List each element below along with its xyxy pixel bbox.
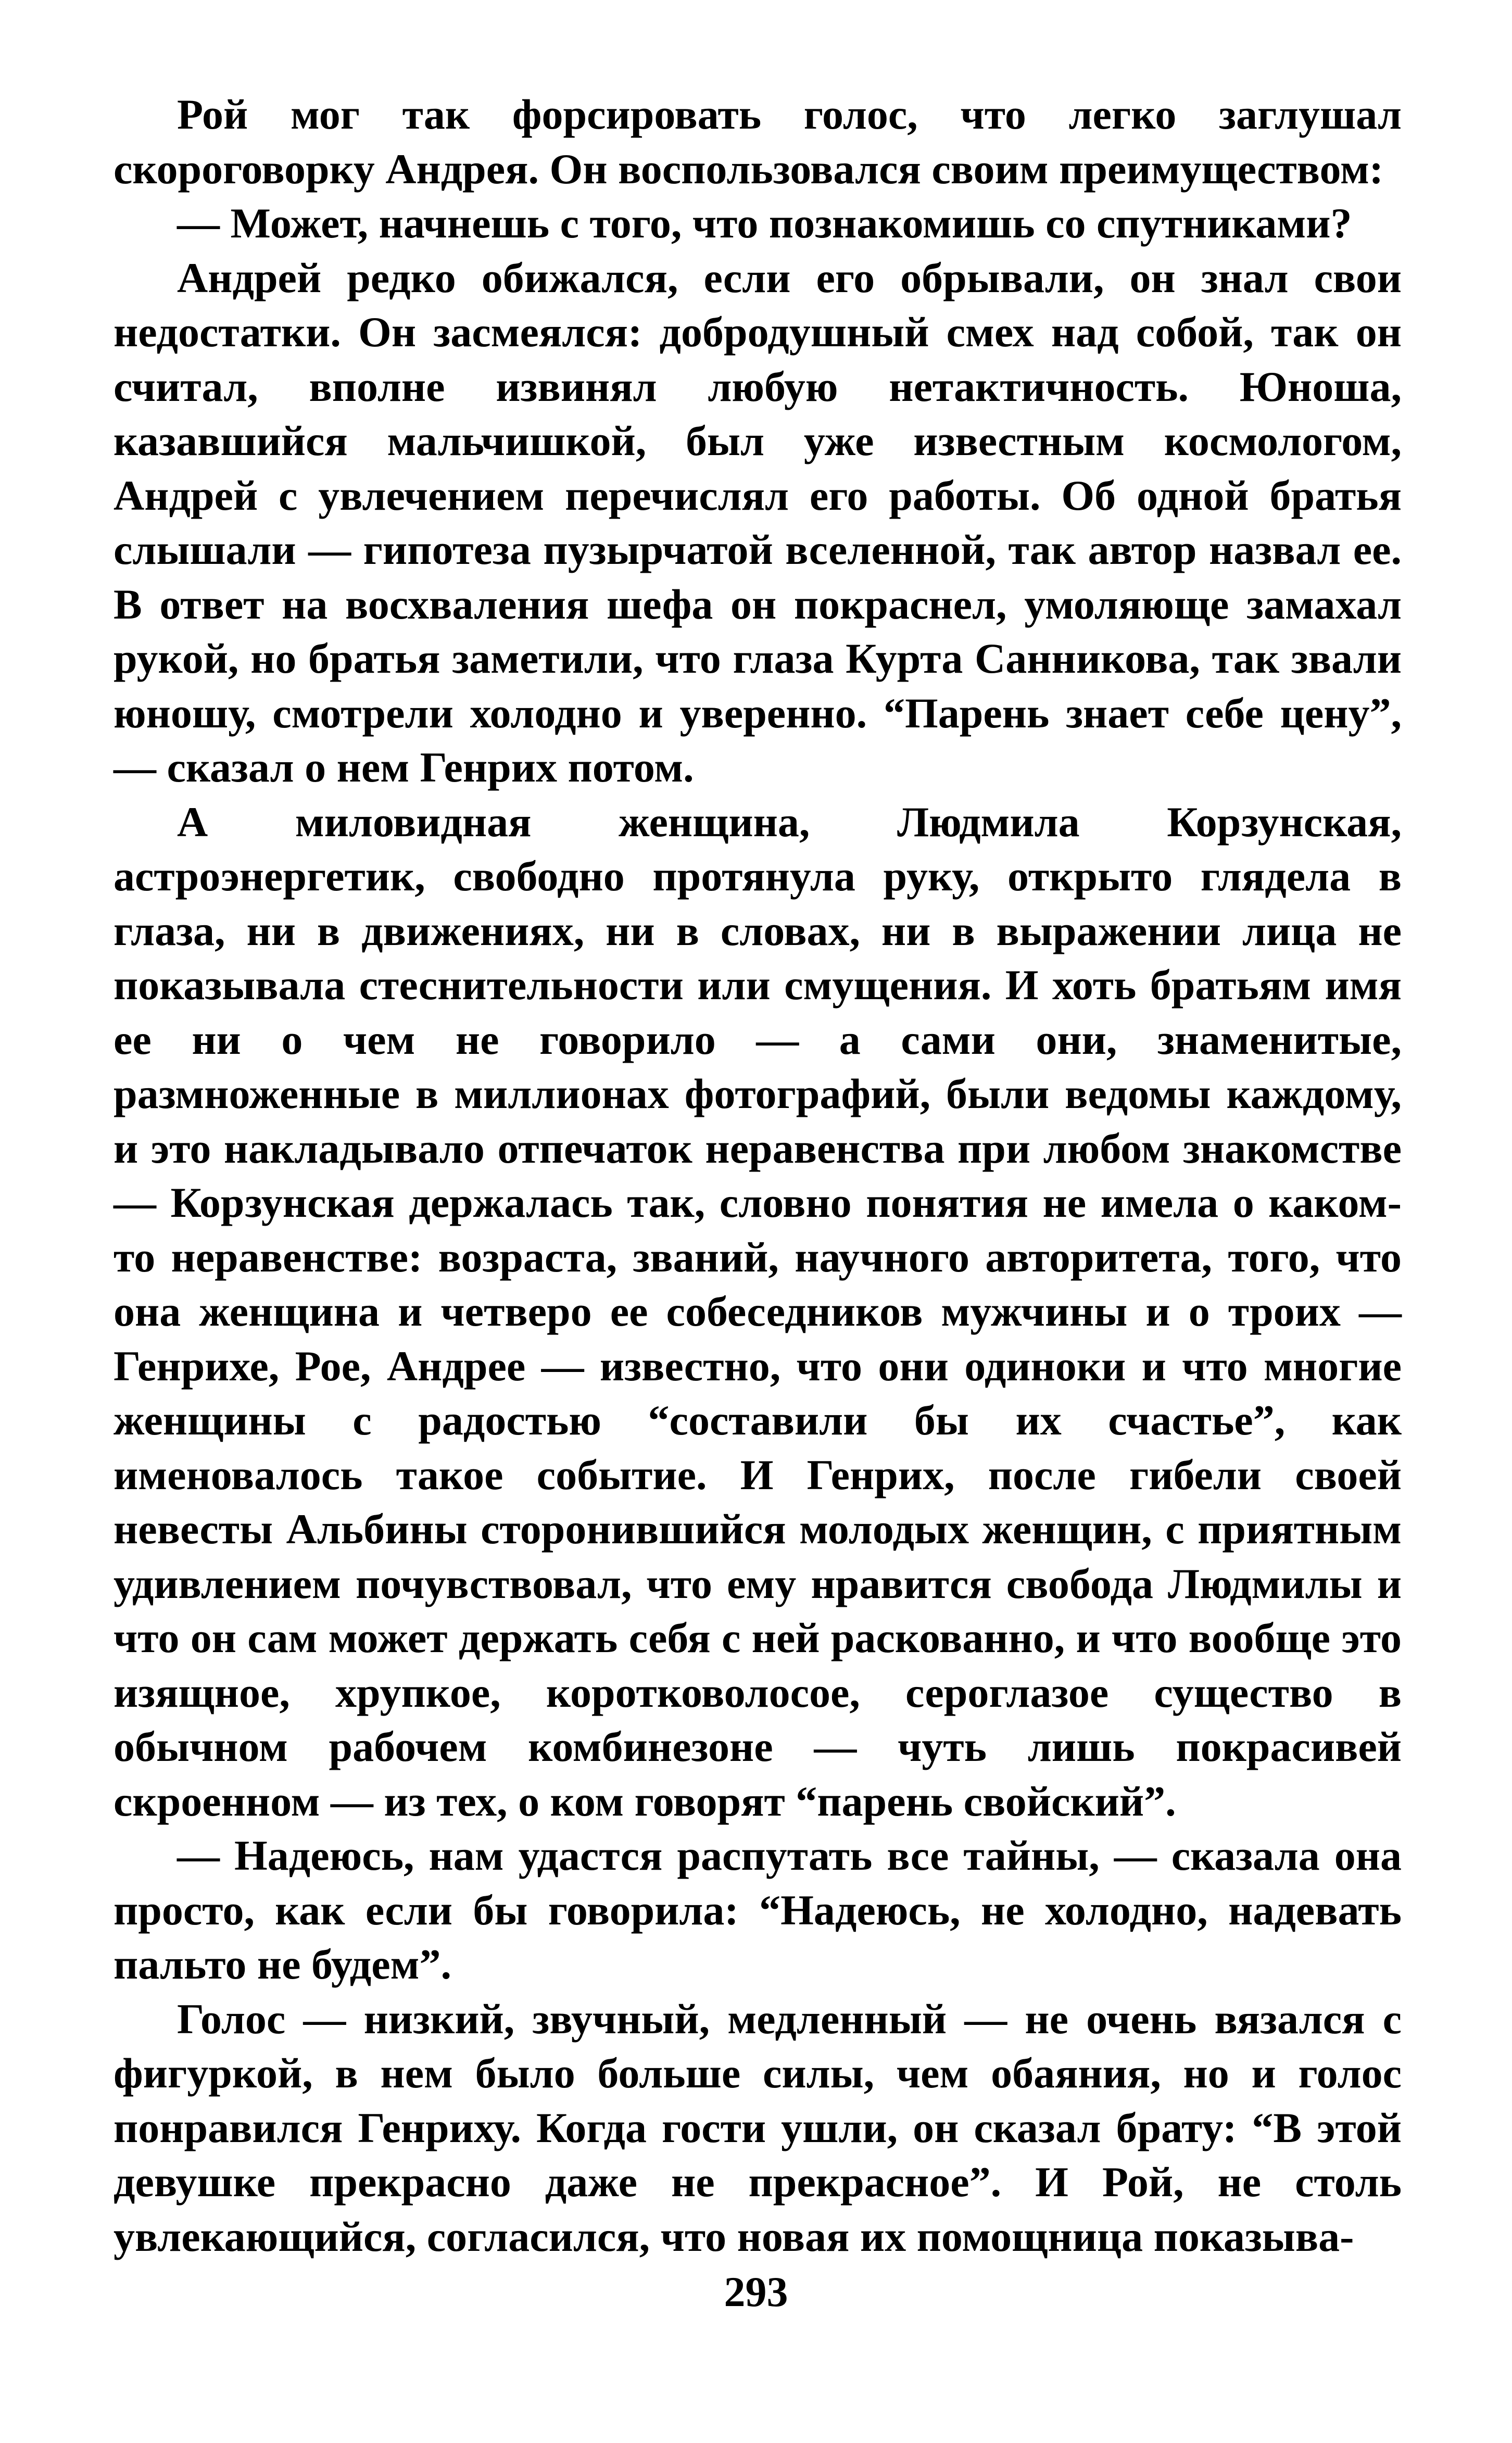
paragraph-5: — Надеюсь, нам удастся распутать все тайны, — сказала она просто, как если бы говорила: “Надеюсь, не холодно, надевать пальто не будем”. [114,1832,1402,1988]
page-body [114,87,1402,2264]
paragraph-1: Рой мог так форсировать голос, что легко заглушал скороговорку Андрея. Он воспользовался своим преимуществом: [114,91,1402,193]
paragraph-3: Андрей редко обижался, если его обрывали, он знал свои недостатки. Он засмеялся: добродушный смех над собой, так он считал, вполне извинял любую нетактичность. Юноша, казавшийся мальчишкой, был уже известным космологом, Андрей с увлечением перечислял его работы. Об одной братья слышали — гипотеза пузырчатой вселенной, так автор назвал ее. В ответ на восхваления шефа он покраснел, умоляюще замахал рукой, но братья заметили, что глаза Курта Санникова, так звали юношу, смотрели холодно и уверенно. “Парень знает себе цену”, — сказал о нем Генрих потом. [114,254,1402,791]
paragraph-6: Голос — низкий, звучный, медленный — не очень вязался с фигуркой, в нем было больше силы, чем обаяния, но и голос понравился Генриху. Когда гости ушли, он сказал брату: “В этой девушке прекрасно даже не прекрасное”. И Рой, не столь увлекающийся, согласился, что новая их помощница показыва- [114,1995,1402,2260]
paragraph-2: — Может, начнешь с того, что познакомишь со спутниками? [177,199,1352,247]
page-number: 293 [724,2268,788,2315]
paragraph-4: А миловидная женщина, Людмила Корзунская, астроэнергетик, свободно протянула руку, открыто глядела в глаза, ни в движениях, ни в словах, ни в выражении лица не показывала стеснительности или смущения. И хоть братьям имя ее ни о чем не говорило — а сами они, знаменитые, размноженные в миллионах фотографий, были ведомы каждому, и это накладывало отпечаток неравенства при любом знакомстве — Корзунская держалась так, словно понятия не имела о каком-то неравенстве: возраста, званий, научного авторитета, того, что она женщина и четверо ее собеседников мужчины и о троих — Генрихе, Рое, Андрее — известно, что они одиноки и что многие женщины с радостью “составили бы их счастье”, как именовалось такое событие. И Генрих, после гибели своей невесты Альбины сторонившийся молодых женщин, с приятным удивлением почувствовал, что ему нравится свобода Людмилы и что он сам может держать себя с ней раскованно, и что вообще это изящное, хрупкое, коротковолосое, сероглазое существо в обычном рабочем комбинезоне — чуть лишь покрасивей скроенном — из тех, о ком говорят “парень свойский”. [114,798,1402,1825]
